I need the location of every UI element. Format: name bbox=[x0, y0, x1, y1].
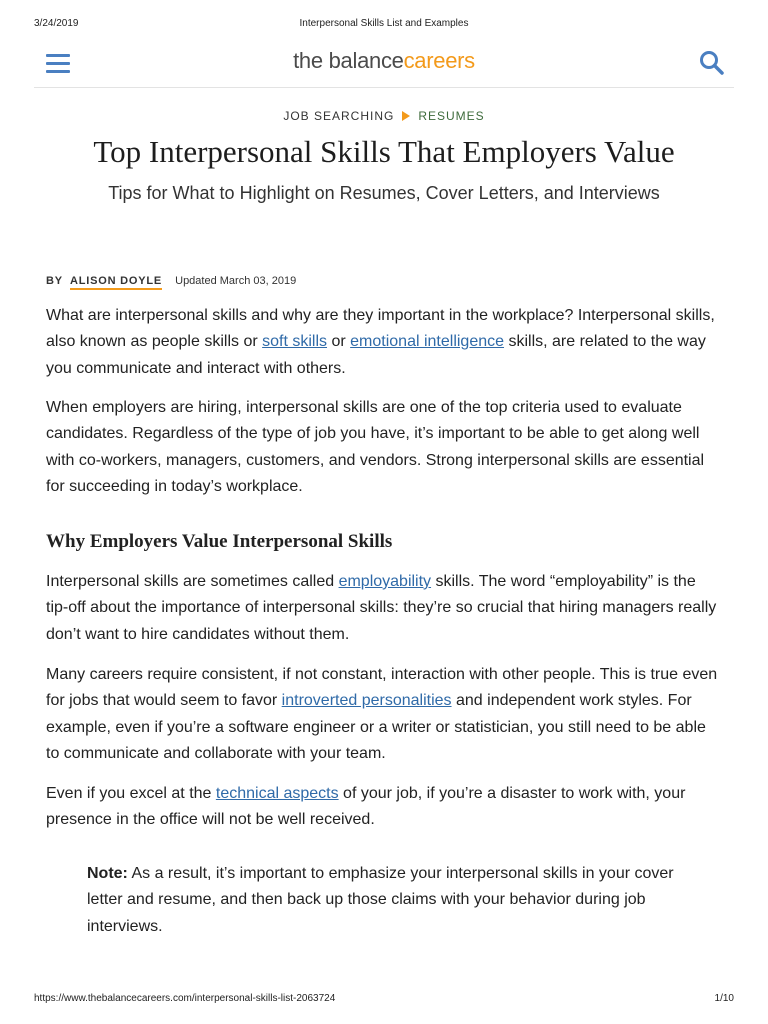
text: and independent work styles. For example, even if you’re a software engineer or a writer or statistician, you still need to be able to communicate and collaborate with your team. bbox=[46, 692, 706, 762]
breadcrumb bbox=[0, 109, 768, 123]
link-technical-aspects[interactable]: technical aspects bbox=[215, 785, 339, 802]
note-text: As a result, it’s important to emphasize your interpersonal skills in your cover letter and resume, and then back up those claims with your behavior during job interviews. bbox=[87, 865, 674, 935]
logo-accent-text: careers bbox=[403, 48, 475, 73]
paragraph-intro bbox=[46, 303, 722, 382]
text: skills. The word “employability” is the tip-off about the importance of interpersonal skills: they’re so crucial that hiring managers really don’t want to hire candidates without them. bbox=[46, 573, 717, 643]
author-link[interactable]: ALISON DOYLE bbox=[70, 275, 162, 290]
paragraph-hiring bbox=[46, 395, 722, 500]
search-icon[interactable] bbox=[698, 49, 726, 77]
link-employability[interactable]: employability bbox=[338, 573, 432, 590]
paragraph-careers bbox=[46, 662, 722, 767]
text: of your job, if you’re a disaster to work with, your presence in the office will not be well received. bbox=[46, 785, 686, 829]
page-subtitle: Tips for What to Highlight on Resumes, Cover Letters, and Interviews bbox=[108, 183, 660, 203]
print-header bbox=[0, 18, 768, 34]
text: or bbox=[327, 333, 351, 351]
logo-main-text: the balance bbox=[293, 48, 404, 73]
section-heading: Why Employers Value Interpersonal Skills bbox=[46, 531, 393, 552]
text: Even if you excel at the bbox=[46, 785, 216, 802]
site-header bbox=[34, 40, 734, 88]
page-title: Top Interpersonal Skills That Employers Value bbox=[93, 134, 675, 169]
link-soft-skills[interactable]: soft skills bbox=[262, 333, 328, 351]
note-label: Note: bbox=[87, 865, 128, 882]
text: skills, are related to the way you communicate and interact with others. bbox=[46, 333, 706, 377]
triangle-right-icon bbox=[402, 111, 410, 121]
print-url: https://www.thebalancecareers.com/interpersonal-skills-list-2063724 bbox=[34, 993, 336, 1004]
link-introverted-personalities[interactable]: introverted personalities bbox=[281, 692, 452, 710]
print-date: 3/24/2019 bbox=[34, 18, 79, 29]
site-logo[interactable] bbox=[34, 48, 734, 74]
byline bbox=[46, 275, 296, 287]
paragraph-employability bbox=[46, 569, 722, 648]
breadcrumb-job-searching[interactable]: JOB SEARCHING bbox=[283, 109, 395, 123]
link-emotional-intelligence[interactable]: emotional intelligence bbox=[350, 333, 505, 351]
print-page-number: 1/10 bbox=[714, 993, 734, 1004]
print-document-title: Interpersonal Skills List and Examples bbox=[299, 18, 469, 29]
byline-prefix: BY bbox=[46, 275, 63, 287]
text: What are interpersonal skills and why are they important in the workplace? Interpersonal skills, also known as people skills or bbox=[46, 307, 715, 351]
paragraph-technical bbox=[46, 781, 722, 834]
text: Many careers require consistent, if not constant, interaction with other people. This is true even for jobs that would seem to favor bbox=[46, 666, 718, 710]
paragraph-text: When employers are hiring, interpersonal skills are one of the top criteria used to evaluate candidates. Regardless of the type of job you have, it’s important to be able to get along well with co-workers, managers, customers, and vendors. Strong interpersonal skills are essential for succeeding in today’s workplace. bbox=[46, 399, 705, 495]
updated-date: Updated March 03, 2019 bbox=[175, 275, 297, 287]
breadcrumb-resumes[interactable]: RESUMES bbox=[418, 109, 485, 123]
print-footer bbox=[0, 993, 768, 1009]
note-callout bbox=[87, 861, 707, 940]
text: Interpersonal skills are sometimes called bbox=[46, 573, 339, 590]
